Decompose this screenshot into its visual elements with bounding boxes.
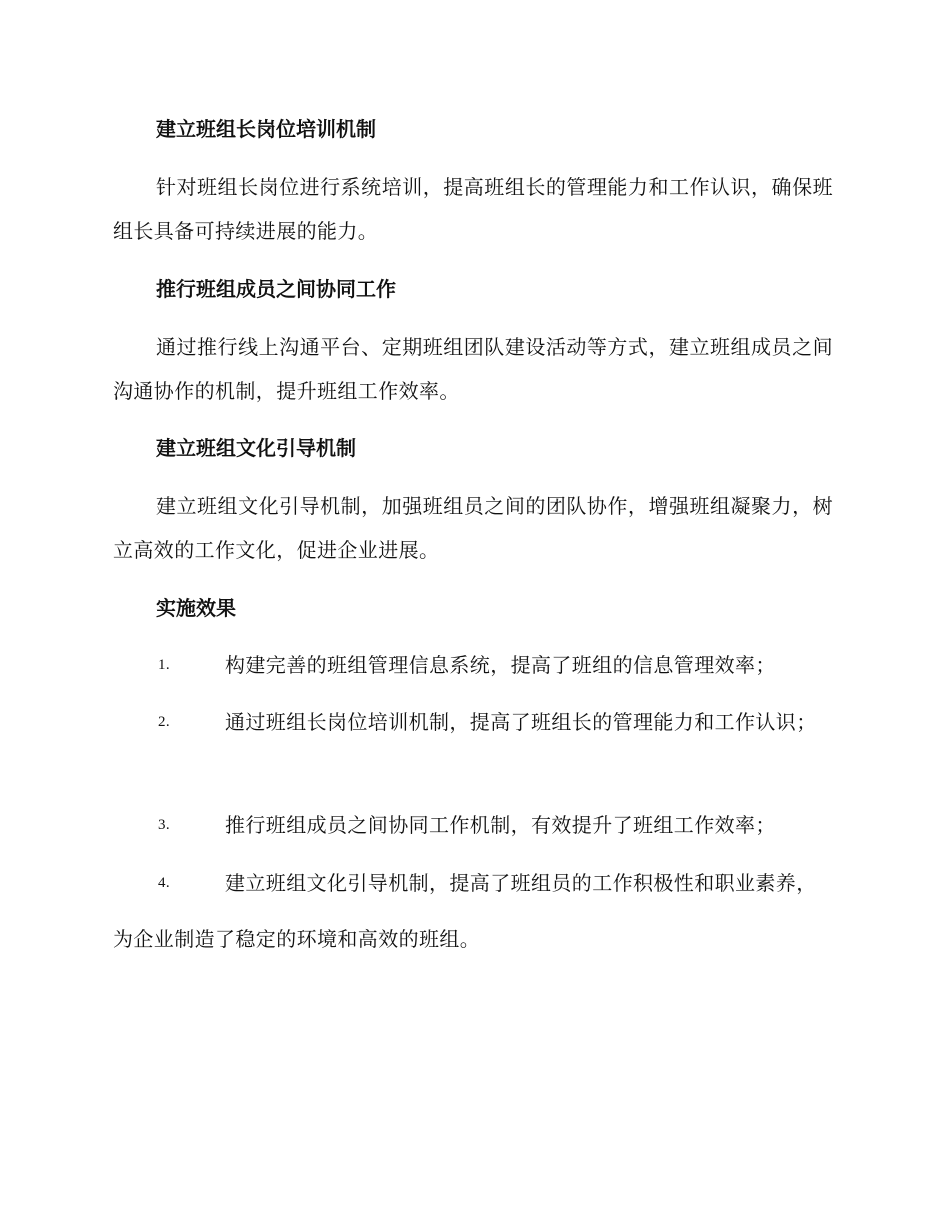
- list-item-number: 3.: [158, 817, 171, 833]
- section-heading-culture: 建立班组文化引导机制: [156, 436, 356, 460]
- section-body-culture: 建立班组文化引导机制，加强班组员之间的团队协作，增强班组凝聚力，树立高效的工作文化，促进企业进展。: [113, 494, 833, 562]
- list-item-number: 1.: [158, 657, 171, 673]
- list-item-text: 构建完善的班组管理信息系统，提高了班组的信息管理效率；: [225, 653, 776, 677]
- list-item: [113, 637, 833, 693]
- results-heading: 实施效果: [156, 596, 236, 620]
- section-body-training: 针对班组长岗位进行系统培训，提高班组长的管理能力和工作认识，确保班组长具备可持续进展的能力。: [113, 175, 833, 243]
- list-item-text: 推行班组成员之间协同工作机制，有效提升了班组工作效率；: [225, 813, 776, 837]
- section-body-collaboration: 通过推行线上沟通平台、定期班组团队建设活动等方式，建立班组成员之间沟通协作的机制，提升班组工作效率。: [113, 335, 833, 403]
- list-item: [113, 694, 833, 750]
- list-item-number: 4.: [158, 875, 171, 891]
- list-item-text: 建立班组文化引导机制，提高了班组员的工作积极性和职业素养，为企业制造了稳定的环境和高效的班组。: [113, 871, 817, 951]
- section-heading-training: 建立班组长岗位培训机制: [156, 117, 376, 141]
- list-item: [113, 797, 833, 853]
- list-item-text: 通过班组长岗位培训机制，提高了班组长的管理能力和工作认识；: [225, 710, 817, 734]
- list-item: [113, 855, 833, 967]
- section-heading-collaboration: 推行班组成员之间协同工作: [156, 277, 396, 301]
- list-item-number: 2.: [158, 714, 171, 730]
